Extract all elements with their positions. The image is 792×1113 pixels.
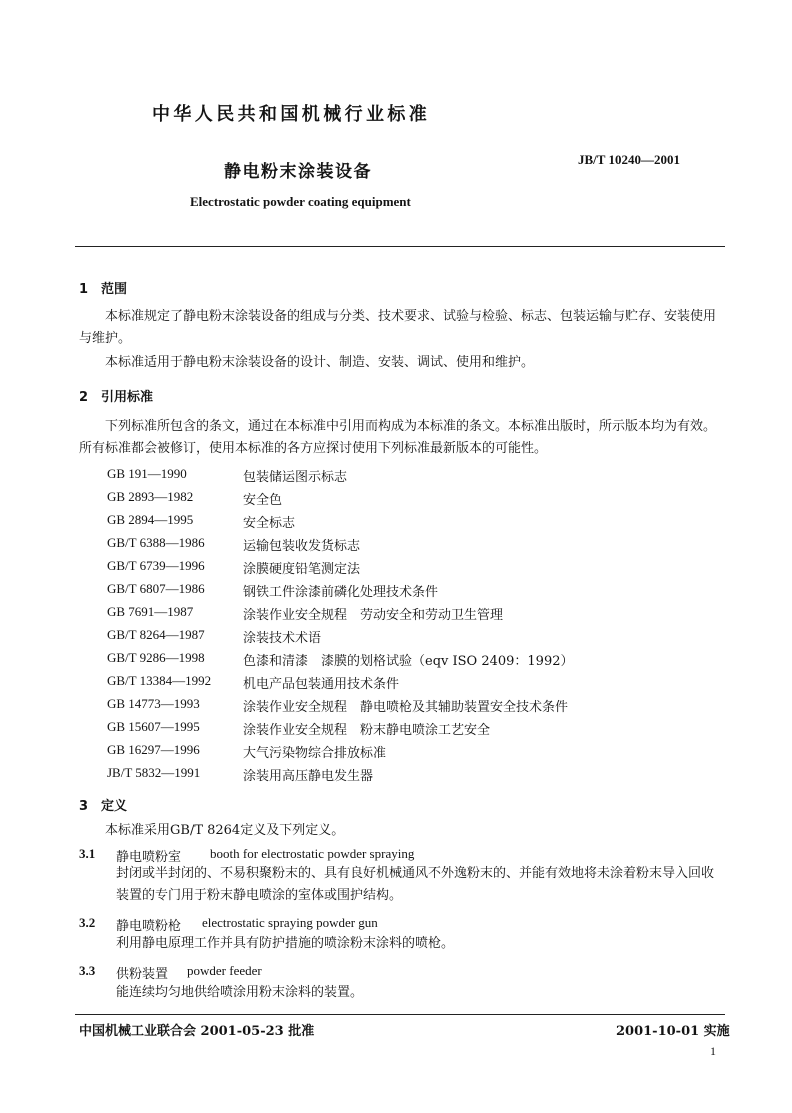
section-1-paragraph-1: 本标准规定了静电粉末涂装设备的组成与分类、技术要求、试验与检验、标志、包装运输与贮存、安装使用与维护。 bbox=[79, 309, 717, 346]
ref-code: GB/T 9286—1998 bbox=[107, 650, 205, 665]
definition-term-cn: 静电喷粉枪 bbox=[116, 919, 182, 934]
ref-title: 运输包装收发货标志 bbox=[243, 539, 361, 554]
section-number: 2 bbox=[79, 390, 89, 405]
ref-code: GB 16297—1996 bbox=[107, 742, 200, 757]
definition-description: 封闭或半封闭的、不易积聚粉末的、具有良好机械通风不外逸粉末的、并能有效地将未涂着粉末导入回收装置的专门用于粉末静电喷涂的室体或围护结构。 bbox=[116, 866, 715, 903]
section-1-paragraph-2: 本标准适用于静电粉末涂装设备的设计、制造、安装、调试、使用和维护。 bbox=[105, 355, 535, 370]
header-divider bbox=[75, 246, 725, 247]
definition-term-en: electrostatic spraying powder gun bbox=[202, 915, 378, 930]
ref-title: 涂装用高压静电发生器 bbox=[243, 769, 374, 784]
section-number: 3 bbox=[79, 799, 89, 814]
ref-code: GB/T 13384—1992 bbox=[107, 673, 212, 688]
definition-term-en: booth for electrostatic powder spraying bbox=[210, 846, 415, 861]
definition-term-cn: 供粉装置 bbox=[116, 967, 169, 982]
definition-number: 3.3 bbox=[79, 963, 96, 978]
ref-code: GB 191—1990 bbox=[107, 466, 187, 481]
ref-title: 安全色 bbox=[243, 493, 283, 508]
ref-title: 钢铁工件涂漆前磷化处理技术条件 bbox=[243, 585, 439, 600]
ref-title: 涂装作业安全规程 静电喷枪及其辅助装置安全技术条件 bbox=[243, 700, 569, 715]
section-title: 定义 bbox=[101, 799, 128, 814]
section-2-paragraph-1: 下列标准所包含的条文，通过在本标准中引用而构成为本标准的条文。本标准出版时，所示版本均为有效。所有标准都会被修订，使用本标准的各方应探讨使用下列标准最新版本的可能性。 bbox=[79, 419, 717, 456]
standard-code: JB/T 10240—2001 bbox=[578, 152, 680, 167]
definition-description: 利用静电原理工作并具有防护措施的喷涂粉末涂料的喷枪。 bbox=[116, 936, 455, 951]
ref-code: JB/T 5832—1991 bbox=[107, 765, 201, 780]
ref-code: GB/T 6388—1986 bbox=[107, 535, 205, 550]
section-3-paragraph-1: 本标准采用GB/T 8264定义及下列定义。 bbox=[105, 823, 345, 838]
ref-title: 大气污染物综合排放标准 bbox=[243, 746, 387, 761]
section-1-heading bbox=[79, 278, 127, 297]
ref-code: GB 7691—1987 bbox=[107, 604, 194, 619]
ref-code: GB 2894—1995 bbox=[107, 512, 194, 527]
ref-code: GB 15607—1995 bbox=[107, 719, 200, 734]
definition-number: 3.1 bbox=[79, 846, 96, 861]
page-number: 1 bbox=[710, 1044, 716, 1058]
ref-code: GB/T 6807—1986 bbox=[107, 581, 205, 596]
section-title: 引用标准 bbox=[101, 390, 154, 405]
ref-code: GB/T 6739—1996 bbox=[107, 558, 205, 573]
section-title: 范围 bbox=[101, 282, 128, 297]
section-number: 1 bbox=[79, 282, 89, 297]
definition-number: 3.2 bbox=[79, 915, 96, 930]
ref-title: 安全标志 bbox=[243, 516, 296, 531]
ref-code: GB 14773—1993 bbox=[107, 696, 200, 711]
implementation-date: 2001-10-01 实施 bbox=[616, 1024, 730, 1039]
ref-title: 机电产品包装通用技术条件 bbox=[243, 677, 400, 692]
ref-title: 涂装作业安全规程 劳动安全和劳动卫生管理 bbox=[243, 608, 504, 623]
document-title-cn: 静电粉末涂装设备 bbox=[224, 162, 372, 182]
definition-description: 能连续均匀地供给喷涂用粉末涂料的装置。 bbox=[116, 985, 364, 1000]
ref-title: 涂装作业安全规程 粉末静电喷涂工艺安全 bbox=[243, 723, 491, 738]
section-2-heading bbox=[79, 386, 153, 405]
ref-title: 包装储运图示标志 bbox=[243, 470, 348, 485]
definition-term-en: powder feeder bbox=[187, 963, 262, 978]
ref-code: GB 2893—1982 bbox=[107, 489, 194, 504]
footer-divider bbox=[75, 1014, 725, 1015]
issuing-organization: 中华人民共和国机械行业标准 bbox=[152, 104, 431, 125]
approval-line: 中国机械工业联合会 2001-05-23 批准 bbox=[79, 1024, 315, 1039]
ref-title: 涂膜硬度铅笔测定法 bbox=[243, 562, 361, 577]
ref-code: GB/T 8264—1987 bbox=[107, 627, 205, 642]
definition-term-cn: 静电喷粉室 bbox=[116, 850, 182, 865]
ref-title: 色漆和清漆 漆膜的划格试验（eqv ISO 2409：1992） bbox=[243, 654, 574, 669]
document-title-en: Electrostatic powder coating equipment bbox=[190, 194, 411, 209]
section-3-heading bbox=[79, 795, 127, 814]
ref-title: 涂装技术术语 bbox=[243, 631, 322, 646]
